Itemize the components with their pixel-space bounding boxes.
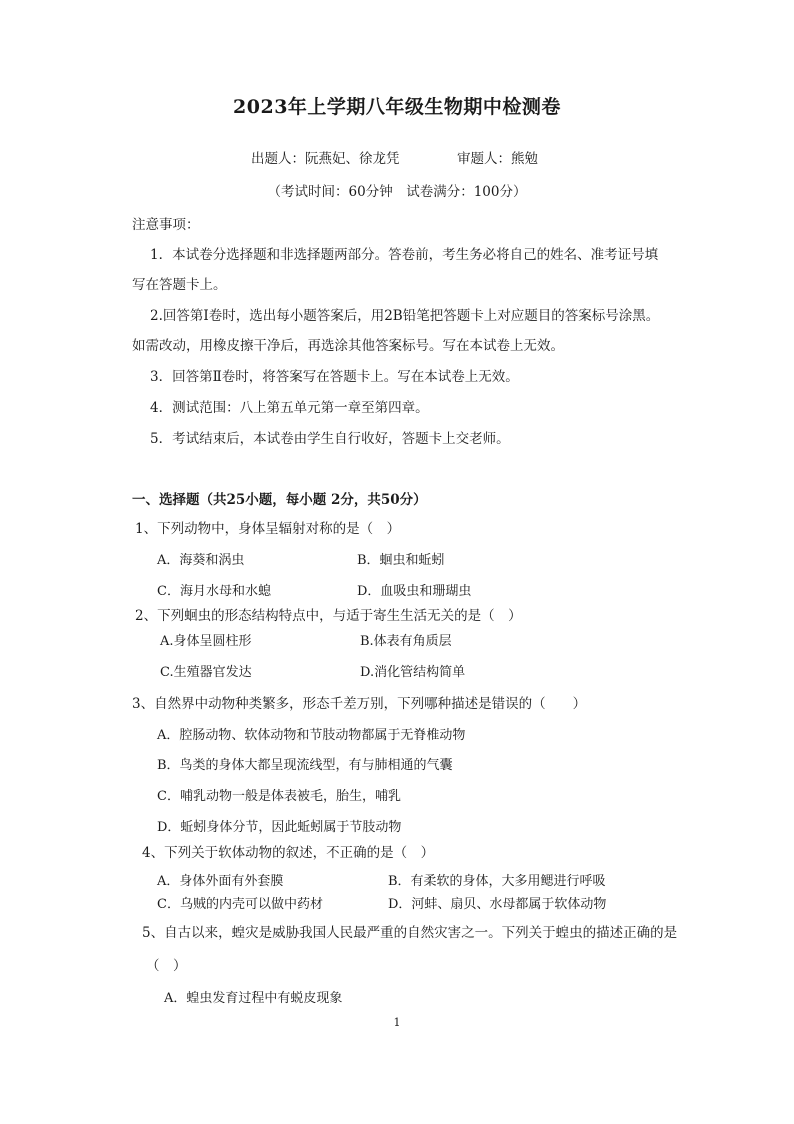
option: D．血吸虫和珊瑚虫 bbox=[357, 584, 472, 599]
question-stem: 3、自然界中动物种类繁多，形态千差万别，下列哪种描述是错误的（ ） bbox=[132, 696, 587, 712]
reviewer-line: 审题人：熊勉 bbox=[457, 151, 538, 167]
option: B．有柔软的身体，大多用鳃进行呼吸 bbox=[388, 874, 606, 889]
note-item: 4．测试范围：八上第五单元第一章至第四章。 bbox=[150, 400, 429, 416]
option: D．蚯蚓身体分节，因此蚯蚓属于节肢动物 bbox=[157, 820, 402, 835]
option: C.生殖器官发达 bbox=[160, 665, 252, 680]
page-number: 1 bbox=[393, 1016, 401, 1029]
option: A．蝗虫发育过程中有蜕皮现象 bbox=[164, 991, 343, 1006]
page-title: 2023年上学期八年级生物期中检测卷 bbox=[233, 96, 561, 118]
exam-info: （考试时间：60分钟 试卷满分：100分） bbox=[267, 184, 527, 200]
option: A．腔肠动物、软体动物和节肢动物都属于无脊椎动物 bbox=[157, 728, 466, 743]
note-item: 5．考试结束后，本试卷由学生自行收好，答题卡上交老师。 bbox=[150, 431, 510, 447]
option: D.消化管结构简单 bbox=[360, 665, 466, 680]
option: A．海葵和涡虫 bbox=[157, 553, 245, 568]
question-stem: 5、自古以来，蝗灾是威胁我国人民最严重的自然灾害之一。下列关于蝗虫的描述正确的是 bbox=[142, 925, 678, 941]
note-item: 2.回答第Ⅰ卷时，选出每小题答案后，用2B铅笔把答题卡上对应题目的答案标号涂黑。 bbox=[150, 308, 660, 324]
option: D．河蚌、扇贝、水母都属于软体动物 bbox=[388, 897, 607, 912]
question-stem: 4、下列关于软体动物的叙述，不正确的是（ ） bbox=[142, 845, 435, 861]
notes-heading: 注意事项： bbox=[132, 217, 200, 233]
note-item: 3．回答第Ⅱ卷时，将答案写在答题卡上。写在本试卷上无效。 bbox=[150, 369, 519, 385]
option: A.身体呈圆柱形 bbox=[160, 634, 252, 649]
question-stem: 1、下列动物中，身体呈辐射对称的是（ ） bbox=[135, 521, 401, 537]
option: C．哺乳动物一般是体表被毛，胎生，哺乳 bbox=[157, 789, 401, 804]
note-item: 如需改动，用橡皮擦干净后，再选涂其他答案标号。写在本试卷上无效。 bbox=[132, 338, 564, 354]
setter-line: 出题人：阮燕妃、徐龙凭 bbox=[251, 151, 400, 167]
question-stem-continued: （ ） bbox=[146, 958, 187, 974]
note-item: 写在答题卡上。 bbox=[132, 277, 227, 293]
option: B．蛔虫和蚯蚓 bbox=[357, 553, 445, 568]
option: C．乌贼的内壳可以做中药材 bbox=[157, 897, 323, 912]
option: B.体表有角质层 bbox=[360, 634, 452, 649]
note-item: 1．本试卷分选择题和非选择题两部分。答卷前，考生务必将自己的姓名、准考证号填 bbox=[150, 247, 659, 263]
question-stem: 2、下列蛔虫的形态结构特点中，与适于寄生生活无关的是（ ） bbox=[135, 608, 522, 624]
option: A．身体外面有外套膜 bbox=[157, 874, 284, 889]
section-heading: 一、选择题（共25小题，每小题 2分，共50分） bbox=[132, 492, 427, 508]
option: B．鸟类的身体大都呈现流线型，有与肺相通的气囊 bbox=[157, 758, 453, 773]
option: C．海月水母和水螅 bbox=[157, 584, 271, 599]
